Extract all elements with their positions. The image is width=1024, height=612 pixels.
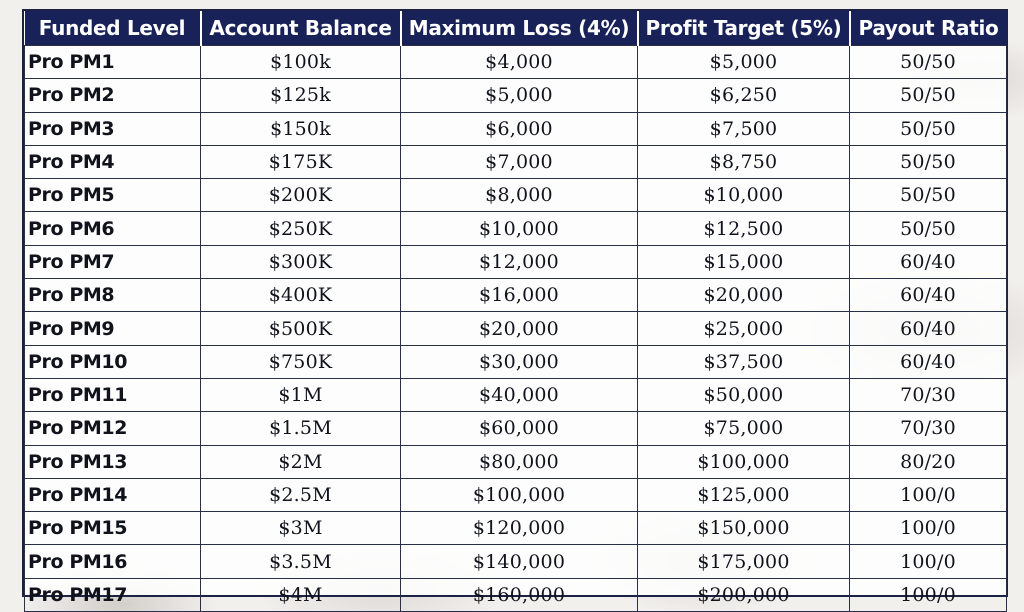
funded-level-cell: Pro PM1	[25, 46, 201, 79]
payout-ratio-cell: 50/50	[850, 145, 1007, 178]
maximum-loss-cell: $30,000	[401, 345, 638, 378]
maximum-loss-cell: $4,000	[401, 46, 638, 79]
table-row	[25, 46, 1007, 79]
funded-level-cell: Pro PM14	[25, 478, 201, 511]
profit-target-cell: $20,000	[638, 279, 850, 312]
maximum-loss-cell: $20,000	[401, 312, 638, 345]
funded-level-cell: Pro PM11	[25, 378, 201, 411]
account-balance-cell: $2.5M	[201, 478, 401, 511]
table-row	[25, 312, 1007, 345]
account-balance-cell: $1.5M	[201, 412, 401, 445]
profit-target-cell: $125,000	[638, 478, 850, 511]
maximum-loss-cell: $12,000	[401, 245, 638, 278]
funded-level-cell: Pro PM10	[25, 345, 201, 378]
account-balance-cell: $300K	[201, 245, 401, 278]
payout-ratio-cell: 70/30	[850, 412, 1007, 445]
profit-target-cell: $6,250	[638, 79, 850, 112]
table-row	[25, 145, 1007, 178]
table-row	[25, 512, 1007, 545]
table-row	[25, 112, 1007, 145]
table-row	[25, 79, 1007, 112]
funded-level-cell: Pro PM3	[25, 112, 201, 145]
account-balance-cell: $250K	[201, 212, 401, 245]
header-funded-level: Funded Level	[25, 11, 201, 46]
payout-ratio-cell: 100/0	[850, 512, 1007, 545]
table-row	[25, 478, 1007, 511]
table-row	[25, 578, 1007, 611]
header-row	[25, 11, 1007, 46]
payout-ratio-cell: 60/40	[850, 312, 1007, 345]
funded-level-cell: Pro PM16	[25, 545, 201, 578]
maximum-loss-cell: $7,000	[401, 145, 638, 178]
payout-ratio-cell: 60/40	[850, 279, 1007, 312]
funded-level-cell: Pro PM12	[25, 412, 201, 445]
account-balance-cell: $750K	[201, 345, 401, 378]
table-row	[25, 378, 1007, 411]
table-row	[25, 345, 1007, 378]
payout-ratio-cell: 60/40	[850, 245, 1007, 278]
profit-target-cell: $5,000	[638, 46, 850, 79]
account-balance-cell: $150k	[201, 112, 401, 145]
maximum-loss-cell: $60,000	[401, 412, 638, 445]
funded-levels-table-container	[22, 9, 1008, 606]
funded-level-cell: Pro PM17	[25, 578, 201, 611]
maximum-loss-cell: $120,000	[401, 512, 638, 545]
profit-target-cell: $15,000	[638, 245, 850, 278]
funded-levels-table	[24, 11, 1007, 612]
maximum-loss-cell: $16,000	[401, 279, 638, 312]
maximum-loss-cell: $100,000	[401, 478, 638, 511]
account-balance-cell: $1M	[201, 378, 401, 411]
profit-target-cell: $200,000	[638, 578, 850, 611]
maximum-loss-cell: $160,000	[401, 578, 638, 611]
account-balance-cell: $125k	[201, 79, 401, 112]
header-profit-target: Profit Target (5%)	[638, 11, 850, 46]
funded-level-cell: Pro PM4	[25, 145, 201, 178]
table-row	[25, 279, 1007, 312]
funded-level-cell: Pro PM6	[25, 212, 201, 245]
funded-level-cell: Pro PM13	[25, 445, 201, 478]
payout-ratio-cell: 80/20	[850, 445, 1007, 478]
table-row	[25, 245, 1007, 278]
account-balance-cell: $175K	[201, 145, 401, 178]
table-body	[25, 46, 1007, 612]
maximum-loss-cell: $80,000	[401, 445, 638, 478]
profit-target-cell: $175,000	[638, 545, 850, 578]
funded-level-cell: Pro PM8	[25, 279, 201, 312]
maximum-loss-cell: $5,000	[401, 79, 638, 112]
maximum-loss-cell: $10,000	[401, 212, 638, 245]
account-balance-cell: $500K	[201, 312, 401, 345]
maximum-loss-cell: $140,000	[401, 545, 638, 578]
payout-ratio-cell: 60/40	[850, 345, 1007, 378]
table-header	[25, 11, 1007, 46]
profit-target-cell: $7,500	[638, 112, 850, 145]
header-maximum-loss: Maximum Loss (4%)	[401, 11, 638, 46]
table-row	[25, 212, 1007, 245]
account-balance-cell: $400K	[201, 279, 401, 312]
funded-level-cell: Pro PM15	[25, 512, 201, 545]
profit-target-cell: $37,500	[638, 345, 850, 378]
maximum-loss-cell: $6,000	[401, 112, 638, 145]
header-payout-ratio: Payout Ratio	[850, 11, 1007, 46]
payout-ratio-cell: 70/30	[850, 378, 1007, 411]
payout-ratio-cell: 50/50	[850, 112, 1007, 145]
payout-ratio-cell: 100/0	[850, 545, 1007, 578]
payout-ratio-cell: 100/0	[850, 478, 1007, 511]
maximum-loss-cell: $40,000	[401, 378, 638, 411]
account-balance-cell: $3M	[201, 512, 401, 545]
account-balance-cell: $4M	[201, 578, 401, 611]
payout-ratio-cell: 50/50	[850, 179, 1007, 212]
account-balance-cell: $2M	[201, 445, 401, 478]
maximum-loss-cell: $8,000	[401, 179, 638, 212]
payout-ratio-cell: 100/0	[850, 578, 1007, 611]
payout-ratio-cell: 50/50	[850, 212, 1007, 245]
profit-target-cell: $50,000	[638, 378, 850, 411]
profit-target-cell: $100,000	[638, 445, 850, 478]
funded-level-cell: Pro PM5	[25, 179, 201, 212]
table-row	[25, 445, 1007, 478]
profit-target-cell: $75,000	[638, 412, 850, 445]
profit-target-cell: $8,750	[638, 145, 850, 178]
profit-target-cell: $25,000	[638, 312, 850, 345]
payout-ratio-cell: 50/50	[850, 79, 1007, 112]
table-row	[25, 179, 1007, 212]
funded-level-cell: Pro PM7	[25, 245, 201, 278]
funded-level-cell: Pro PM9	[25, 312, 201, 345]
header-account-balance: Account Balance	[201, 11, 401, 46]
table-row	[25, 545, 1007, 578]
funded-level-cell: Pro PM2	[25, 79, 201, 112]
table-row	[25, 412, 1007, 445]
account-balance-cell: $200K	[201, 179, 401, 212]
account-balance-cell: $100k	[201, 46, 401, 79]
profit-target-cell: $12,500	[638, 212, 850, 245]
profit-target-cell: $150,000	[638, 512, 850, 545]
profit-target-cell: $10,000	[638, 179, 850, 212]
payout-ratio-cell: 50/50	[850, 46, 1007, 79]
account-balance-cell: $3.5M	[201, 545, 401, 578]
